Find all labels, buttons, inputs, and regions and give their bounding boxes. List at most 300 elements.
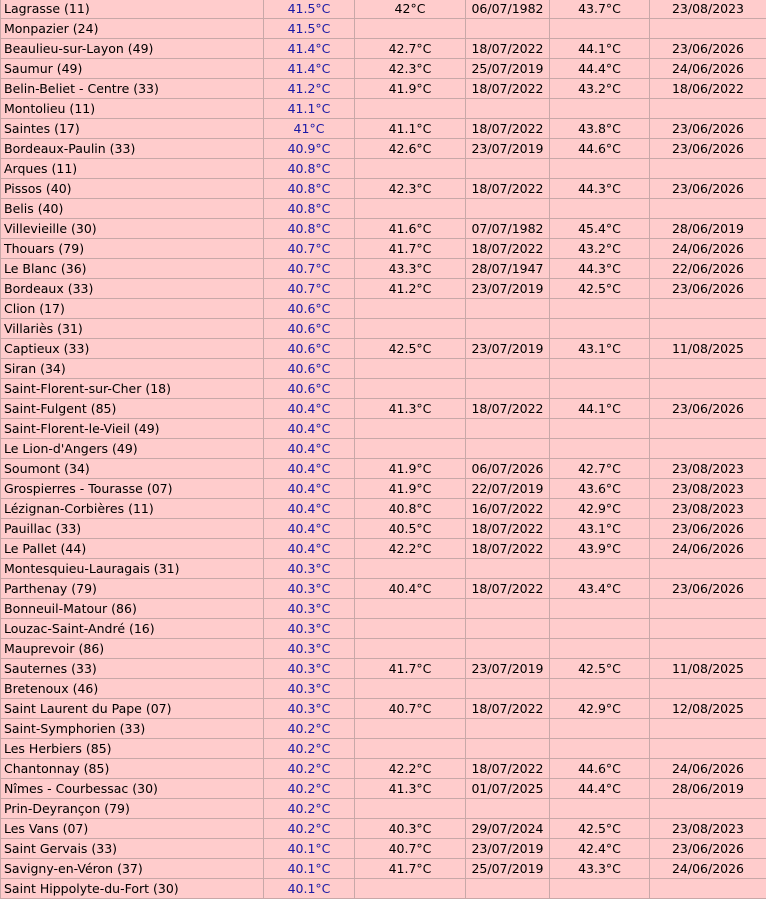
previous-record-cell (355, 879, 466, 899)
station-name-cell: Parthenay (79) (1, 579, 264, 599)
previous-record-date-cell (466, 99, 550, 119)
absolute-record-cell: 43.9°C (550, 539, 650, 559)
absolute-record-date-cell (650, 319, 766, 339)
absolute-record-date-cell (650, 639, 766, 659)
absolute-record-cell (550, 379, 650, 399)
station-name-cell: Saint Gervais (33) (1, 839, 264, 859)
temperature-cell: 41°C (264, 119, 355, 139)
absolute-record-date-cell: 23/06/2026 (650, 519, 766, 539)
station-name-cell: Monpazier (24) (1, 19, 264, 39)
absolute-record-date-cell: 23/06/2026 (650, 179, 766, 199)
previous-record-cell (355, 719, 466, 739)
table-row (1, 839, 766, 859)
previous-record-date-cell (466, 799, 550, 819)
absolute-record-cell (550, 639, 650, 659)
absolute-record-cell: 42.4°C (550, 839, 650, 859)
absolute-record-date-cell: 24/06/2026 (650, 59, 766, 79)
absolute-record-cell (550, 439, 650, 459)
previous-record-cell: 42.2°C (355, 759, 466, 779)
previous-record-date-cell: 23/07/2019 (466, 839, 550, 859)
previous-record-date-cell: 29/07/2024 (466, 819, 550, 839)
station-name-cell: Beaulieu-sur-Layon (49) (1, 39, 264, 59)
temperature-cell: 40.3°C (264, 559, 355, 579)
absolute-record-date-cell: 23/06/2026 (650, 39, 766, 59)
station-name-cell: Bretenoux (46) (1, 679, 264, 699)
table-row (1, 39, 766, 59)
table-row (1, 319, 766, 339)
absolute-record-cell (550, 719, 650, 739)
previous-record-cell: 42°C (355, 0, 466, 19)
absolute-record-date-cell (650, 439, 766, 459)
temperature-cell: 40.4°C (264, 519, 355, 539)
previous-record-date-cell (466, 679, 550, 699)
previous-record-cell: 41.7°C (355, 859, 466, 879)
previous-record-date-cell: 18/07/2022 (466, 539, 550, 559)
absolute-record-cell: 43.4°C (550, 579, 650, 599)
table-row (1, 799, 766, 819)
previous-record-cell: 41.9°C (355, 459, 466, 479)
station-name-cell: Saint Hippolyte-du-Fort (30) (1, 879, 264, 899)
table-row (1, 879, 766, 899)
absolute-record-cell: 42.7°C (550, 459, 650, 479)
previous-record-date-cell (466, 319, 550, 339)
temperature-cell: 40.2°C (264, 719, 355, 739)
table-row (1, 559, 766, 579)
temperature-cell: 40.2°C (264, 799, 355, 819)
station-name-cell: Thouars (79) (1, 239, 264, 259)
station-name-cell: Pissos (40) (1, 179, 264, 199)
absolute-record-cell: 42.5°C (550, 279, 650, 299)
table-row (1, 239, 766, 259)
table-row (1, 279, 766, 299)
absolute-record-date-cell (650, 379, 766, 399)
previous-record-cell: 42.5°C (355, 339, 466, 359)
previous-record-cell (355, 19, 466, 39)
station-name-cell: Saint-Florent-le-Vieil (49) (1, 419, 264, 439)
station-name-cell: Pauillac (33) (1, 519, 264, 539)
table-row (1, 219, 766, 239)
table-row (1, 339, 766, 359)
previous-record-cell: 41.1°C (355, 119, 466, 139)
absolute-record-date-cell (650, 559, 766, 579)
temperature-cell: 40.8°C (264, 219, 355, 239)
absolute-record-date-cell: 23/08/2023 (650, 479, 766, 499)
absolute-record-date-cell (650, 19, 766, 39)
temperature-cell: 40.4°C (264, 419, 355, 439)
table-row (1, 859, 766, 879)
previous-record-cell (355, 599, 466, 619)
absolute-record-date-cell: 24/06/2026 (650, 539, 766, 559)
absolute-record-cell: 42.5°C (550, 819, 650, 839)
station-name-cell: Montolieu (11) (1, 99, 264, 119)
station-name-cell: Saintes (17) (1, 119, 264, 139)
previous-record-cell: 41.7°C (355, 239, 466, 259)
previous-record-cell: 40.7°C (355, 699, 466, 719)
absolute-record-cell: 44.1°C (550, 39, 650, 59)
absolute-record-date-cell: 24/06/2026 (650, 759, 766, 779)
station-name-cell: Captieux (33) (1, 339, 264, 359)
temperature-cell: 41.5°C (264, 0, 355, 19)
table-row (1, 819, 766, 839)
absolute-record-cell: 43.7°C (550, 0, 650, 19)
absolute-record-cell: 44.3°C (550, 259, 650, 279)
station-name-cell: Les Vans (07) (1, 819, 264, 839)
table-row (1, 0, 766, 19)
previous-record-cell (355, 739, 466, 759)
temperature-cell: 40.7°C (264, 279, 355, 299)
absolute-record-cell: 43.6°C (550, 479, 650, 499)
absolute-record-cell: 42.9°C (550, 699, 650, 719)
table-row (1, 259, 766, 279)
absolute-record-date-cell: 11/08/2025 (650, 659, 766, 679)
previous-record-cell: 41.9°C (355, 479, 466, 499)
temperature-cell: 40.3°C (264, 679, 355, 699)
absolute-record-cell: 45.4°C (550, 219, 650, 239)
station-name-cell: Siran (34) (1, 359, 264, 379)
temperature-cell: 40.3°C (264, 599, 355, 619)
previous-record-date-cell: 25/07/2019 (466, 59, 550, 79)
absolute-record-date-cell: 18/06/2022 (650, 79, 766, 99)
previous-record-date-cell: 18/07/2022 (466, 119, 550, 139)
absolute-record-date-cell: 23/06/2026 (650, 119, 766, 139)
temperature-cell: 40.4°C (264, 479, 355, 499)
absolute-record-date-cell: 23/06/2026 (650, 399, 766, 419)
temperature-cell: 40.8°C (264, 199, 355, 219)
absolute-record-date-cell: 11/08/2025 (650, 339, 766, 359)
previous-record-cell: 42.3°C (355, 59, 466, 79)
table-row (1, 19, 766, 39)
station-name-cell: Nîmes - Courbessac (30) (1, 779, 264, 799)
previous-record-cell (355, 159, 466, 179)
table-row (1, 719, 766, 739)
absolute-record-cell: 44.3°C (550, 179, 650, 199)
station-name-cell: Le Pallet (44) (1, 539, 264, 559)
absolute-record-date-cell: 28/06/2019 (650, 779, 766, 799)
table-row (1, 679, 766, 699)
absolute-record-cell (550, 559, 650, 579)
absolute-record-cell: 44.6°C (550, 139, 650, 159)
absolute-record-date-cell: 23/08/2023 (650, 819, 766, 839)
previous-record-date-cell: 18/07/2022 (466, 239, 550, 259)
temperature-cell: 40.3°C (264, 619, 355, 639)
previous-record-cell (355, 99, 466, 119)
previous-record-cell (355, 679, 466, 699)
temperature-cell: 40.9°C (264, 139, 355, 159)
station-name-cell: Bordeaux (33) (1, 279, 264, 299)
temperature-cell: 40.3°C (264, 659, 355, 679)
absolute-record-date-cell (650, 419, 766, 439)
previous-record-cell: 42.3°C (355, 179, 466, 199)
previous-record-date-cell: 06/07/1982 (466, 0, 550, 19)
temperature-cell: 41.4°C (264, 59, 355, 79)
station-name-cell: Saint-Florent-sur-Cher (18) (1, 379, 264, 399)
absolute-record-date-cell (650, 599, 766, 619)
temperature-cell: 40.2°C (264, 779, 355, 799)
table-row (1, 599, 766, 619)
station-name-cell: Arques (11) (1, 159, 264, 179)
absolute-record-date-cell: 23/06/2026 (650, 839, 766, 859)
temperature-cell: 40.6°C (264, 359, 355, 379)
absolute-record-cell: 42.9°C (550, 499, 650, 519)
previous-record-date-cell: 16/07/2022 (466, 499, 550, 519)
absolute-record-cell (550, 739, 650, 759)
absolute-record-date-cell (650, 199, 766, 219)
table-row (1, 459, 766, 479)
station-name-cell: Saint-Fulgent (85) (1, 399, 264, 419)
absolute-record-cell: 44.6°C (550, 759, 650, 779)
table-row (1, 159, 766, 179)
station-name-cell: Le Lion-d'Angers (49) (1, 439, 264, 459)
station-name-cell: Villevieille (30) (1, 219, 264, 239)
table-row (1, 759, 766, 779)
table-row (1, 119, 766, 139)
previous-record-cell: 42.2°C (355, 539, 466, 559)
temperature-cell: 40.3°C (264, 639, 355, 659)
table-row (1, 439, 766, 459)
station-name-cell: Savigny-en-Véron (37) (1, 859, 264, 879)
table-row (1, 779, 766, 799)
absolute-record-date-cell (650, 739, 766, 759)
temperature-cell: 40.7°C (264, 239, 355, 259)
absolute-record-cell (550, 619, 650, 639)
absolute-record-cell: 43.1°C (550, 519, 650, 539)
temperature-cell: 40.6°C (264, 379, 355, 399)
station-name-cell: Belis (40) (1, 199, 264, 219)
absolute-record-cell (550, 199, 650, 219)
previous-record-date-cell: 22/07/2019 (466, 479, 550, 499)
temperature-cell: 40.6°C (264, 339, 355, 359)
previous-record-cell: 41.6°C (355, 219, 466, 239)
table-row (1, 199, 766, 219)
absolute-record-cell: 43.2°C (550, 79, 650, 99)
previous-record-date-cell (466, 619, 550, 639)
absolute-record-date-cell (650, 719, 766, 739)
previous-record-date-cell: 06/07/2026 (466, 459, 550, 479)
absolute-record-date-cell (650, 359, 766, 379)
temperature-cell: 40.4°C (264, 499, 355, 519)
station-name-cell: Saumur (49) (1, 59, 264, 79)
absolute-record-cell (550, 879, 650, 899)
absolute-record-cell: 44.1°C (550, 399, 650, 419)
temperature-cell: 40.3°C (264, 579, 355, 599)
previous-record-cell (355, 619, 466, 639)
absolute-record-date-cell: 23/08/2023 (650, 0, 766, 19)
previous-record-date-cell: 18/07/2022 (466, 579, 550, 599)
absolute-record-cell (550, 299, 650, 319)
station-name-cell: Chantonnay (85) (1, 759, 264, 779)
table-row (1, 379, 766, 399)
absolute-record-cell: 44.4°C (550, 59, 650, 79)
previous-record-cell: 40.5°C (355, 519, 466, 539)
absolute-record-date-cell (650, 159, 766, 179)
absolute-record-date-cell (650, 799, 766, 819)
previous-record-date-cell (466, 599, 550, 619)
temperature-cell: 41.2°C (264, 79, 355, 99)
previous-record-date-cell: 18/07/2022 (466, 39, 550, 59)
previous-record-cell: 41.3°C (355, 779, 466, 799)
previous-record-date-cell: 18/07/2022 (466, 399, 550, 419)
absolute-record-date-cell: 12/08/2025 (650, 699, 766, 719)
previous-record-date-cell (466, 719, 550, 739)
table-row (1, 79, 766, 99)
temperature-cell: 40.3°C (264, 699, 355, 719)
absolute-record-date-cell (650, 619, 766, 639)
temperature-cell: 40.1°C (264, 839, 355, 859)
previous-record-date-cell: 18/07/2022 (466, 79, 550, 99)
temperature-cell: 40.4°C (264, 459, 355, 479)
table-row (1, 59, 766, 79)
station-name-cell: Lagrasse (11) (1, 0, 264, 19)
absolute-record-date-cell: 23/08/2023 (650, 459, 766, 479)
previous-record-date-cell (466, 159, 550, 179)
absolute-record-cell: 43.3°C (550, 859, 650, 879)
previous-record-cell: 41.3°C (355, 399, 466, 419)
temperature-cell: 41.1°C (264, 99, 355, 119)
previous-record-cell: 41.2°C (355, 279, 466, 299)
station-name-cell: Montesquieu-Lauragais (31) (1, 559, 264, 579)
absolute-record-date-cell (650, 879, 766, 899)
absolute-record-cell (550, 99, 650, 119)
temperature-cell: 40.4°C (264, 539, 355, 559)
previous-record-cell (355, 419, 466, 439)
absolute-record-date-cell: 23/06/2026 (650, 579, 766, 599)
previous-record-cell: 42.6°C (355, 139, 466, 159)
previous-record-date-cell: 23/07/2019 (466, 139, 550, 159)
absolute-record-cell (550, 159, 650, 179)
temperature-cell: 40.2°C (264, 819, 355, 839)
temperature-cell: 40.6°C (264, 319, 355, 339)
station-name-cell: Bordeaux-Paulin (33) (1, 139, 264, 159)
absolute-record-date-cell: 22/06/2026 (650, 259, 766, 279)
previous-record-date-cell: 23/07/2019 (466, 279, 550, 299)
previous-record-cell (355, 559, 466, 579)
previous-record-date-cell (466, 879, 550, 899)
absolute-record-cell (550, 599, 650, 619)
absolute-record-cell (550, 19, 650, 39)
previous-record-cell (355, 299, 466, 319)
previous-record-date-cell (466, 19, 550, 39)
temperature-cell: 41.5°C (264, 19, 355, 39)
temperature-cell: 40.6°C (264, 299, 355, 319)
previous-record-date-cell (466, 199, 550, 219)
absolute-record-cell (550, 799, 650, 819)
absolute-record-cell (550, 679, 650, 699)
station-name-cell: Clion (17) (1, 299, 264, 319)
absolute-record-cell: 43.1°C (550, 339, 650, 359)
previous-record-date-cell: 07/07/1982 (466, 219, 550, 239)
previous-record-cell (355, 359, 466, 379)
table-row (1, 619, 766, 639)
table-row (1, 299, 766, 319)
station-name-cell: Lézignan-Corbières (11) (1, 499, 264, 519)
table-row (1, 659, 766, 679)
previous-record-date-cell (466, 359, 550, 379)
previous-record-cell: 42.7°C (355, 39, 466, 59)
temperature-cell: 40.1°C (264, 879, 355, 899)
table-row (1, 419, 766, 439)
table-row (1, 639, 766, 659)
station-name-cell: Grospierres - Tourasse (07) (1, 479, 264, 499)
station-name-cell: Le Blanc (36) (1, 259, 264, 279)
station-name-cell: Mauprevoir (86) (1, 639, 264, 659)
station-name-cell: Sauternes (33) (1, 659, 264, 679)
station-name-cell: Louzac-Saint-André (16) (1, 619, 264, 639)
previous-record-cell (355, 439, 466, 459)
previous-record-date-cell: 23/07/2019 (466, 339, 550, 359)
absolute-record-date-cell: 28/06/2019 (650, 219, 766, 239)
table-row (1, 539, 766, 559)
previous-record-date-cell (466, 299, 550, 319)
absolute-record-cell: 44.4°C (550, 779, 650, 799)
table-row (1, 359, 766, 379)
absolute-record-cell: 43.8°C (550, 119, 650, 139)
previous-record-date-cell: 23/07/2019 (466, 659, 550, 679)
table-row (1, 699, 766, 719)
absolute-record-cell (550, 359, 650, 379)
previous-record-date-cell (466, 559, 550, 579)
station-name-cell: Bonneuil-Matour (86) (1, 599, 264, 619)
temperature-cell: 40.8°C (264, 159, 355, 179)
previous-record-cell: 41.7°C (355, 659, 466, 679)
previous-record-cell: 40.8°C (355, 499, 466, 519)
previous-record-cell (355, 639, 466, 659)
absolute-record-cell: 42.5°C (550, 659, 650, 679)
previous-record-cell: 40.7°C (355, 839, 466, 859)
absolute-record-date-cell: 23/06/2026 (650, 279, 766, 299)
previous-record-cell (355, 319, 466, 339)
previous-record-date-cell: 01/07/2025 (466, 779, 550, 799)
absolute-record-date-cell (650, 99, 766, 119)
station-name-cell: Saint-Symphorien (33) (1, 719, 264, 739)
table-row (1, 739, 766, 759)
previous-record-date-cell: 18/07/2022 (466, 759, 550, 779)
table-row (1, 479, 766, 499)
previous-record-date-cell: 25/07/2019 (466, 859, 550, 879)
previous-record-date-cell (466, 419, 550, 439)
station-name-cell: Villariès (31) (1, 319, 264, 339)
previous-record-date-cell: 28/07/1947 (466, 259, 550, 279)
temperature-cell: 40.7°C (264, 259, 355, 279)
absolute-record-cell: 43.2°C (550, 239, 650, 259)
temperature-cell: 40.2°C (264, 739, 355, 759)
table-row (1, 139, 766, 159)
previous-record-cell (355, 379, 466, 399)
temperature-cell: 41.4°C (264, 39, 355, 59)
previous-record-cell (355, 799, 466, 819)
table-row (1, 99, 766, 119)
station-name-cell: Saint Laurent du Pape (07) (1, 699, 264, 719)
station-name-cell: Les Herbiers (85) (1, 739, 264, 759)
absolute-record-date-cell: 24/06/2026 (650, 859, 766, 879)
temperature-cell: 40.4°C (264, 439, 355, 459)
previous-record-cell: 41.9°C (355, 79, 466, 99)
previous-record-date-cell (466, 739, 550, 759)
absolute-record-date-cell: 23/06/2026 (650, 139, 766, 159)
table-row (1, 179, 766, 199)
previous-record-date-cell: 18/07/2022 (466, 179, 550, 199)
absolute-record-date-cell (650, 299, 766, 319)
absolute-record-date-cell: 24/06/2026 (650, 239, 766, 259)
previous-record-cell: 40.4°C (355, 579, 466, 599)
previous-record-cell: 40.3°C (355, 819, 466, 839)
absolute-record-cell (550, 419, 650, 439)
temperature-cell: 40.8°C (264, 179, 355, 199)
previous-record-date-cell (466, 639, 550, 659)
previous-record-date-cell (466, 439, 550, 459)
temperature-cell: 40.2°C (264, 759, 355, 779)
table-row (1, 579, 766, 599)
temperature-cell: 40.4°C (264, 399, 355, 419)
